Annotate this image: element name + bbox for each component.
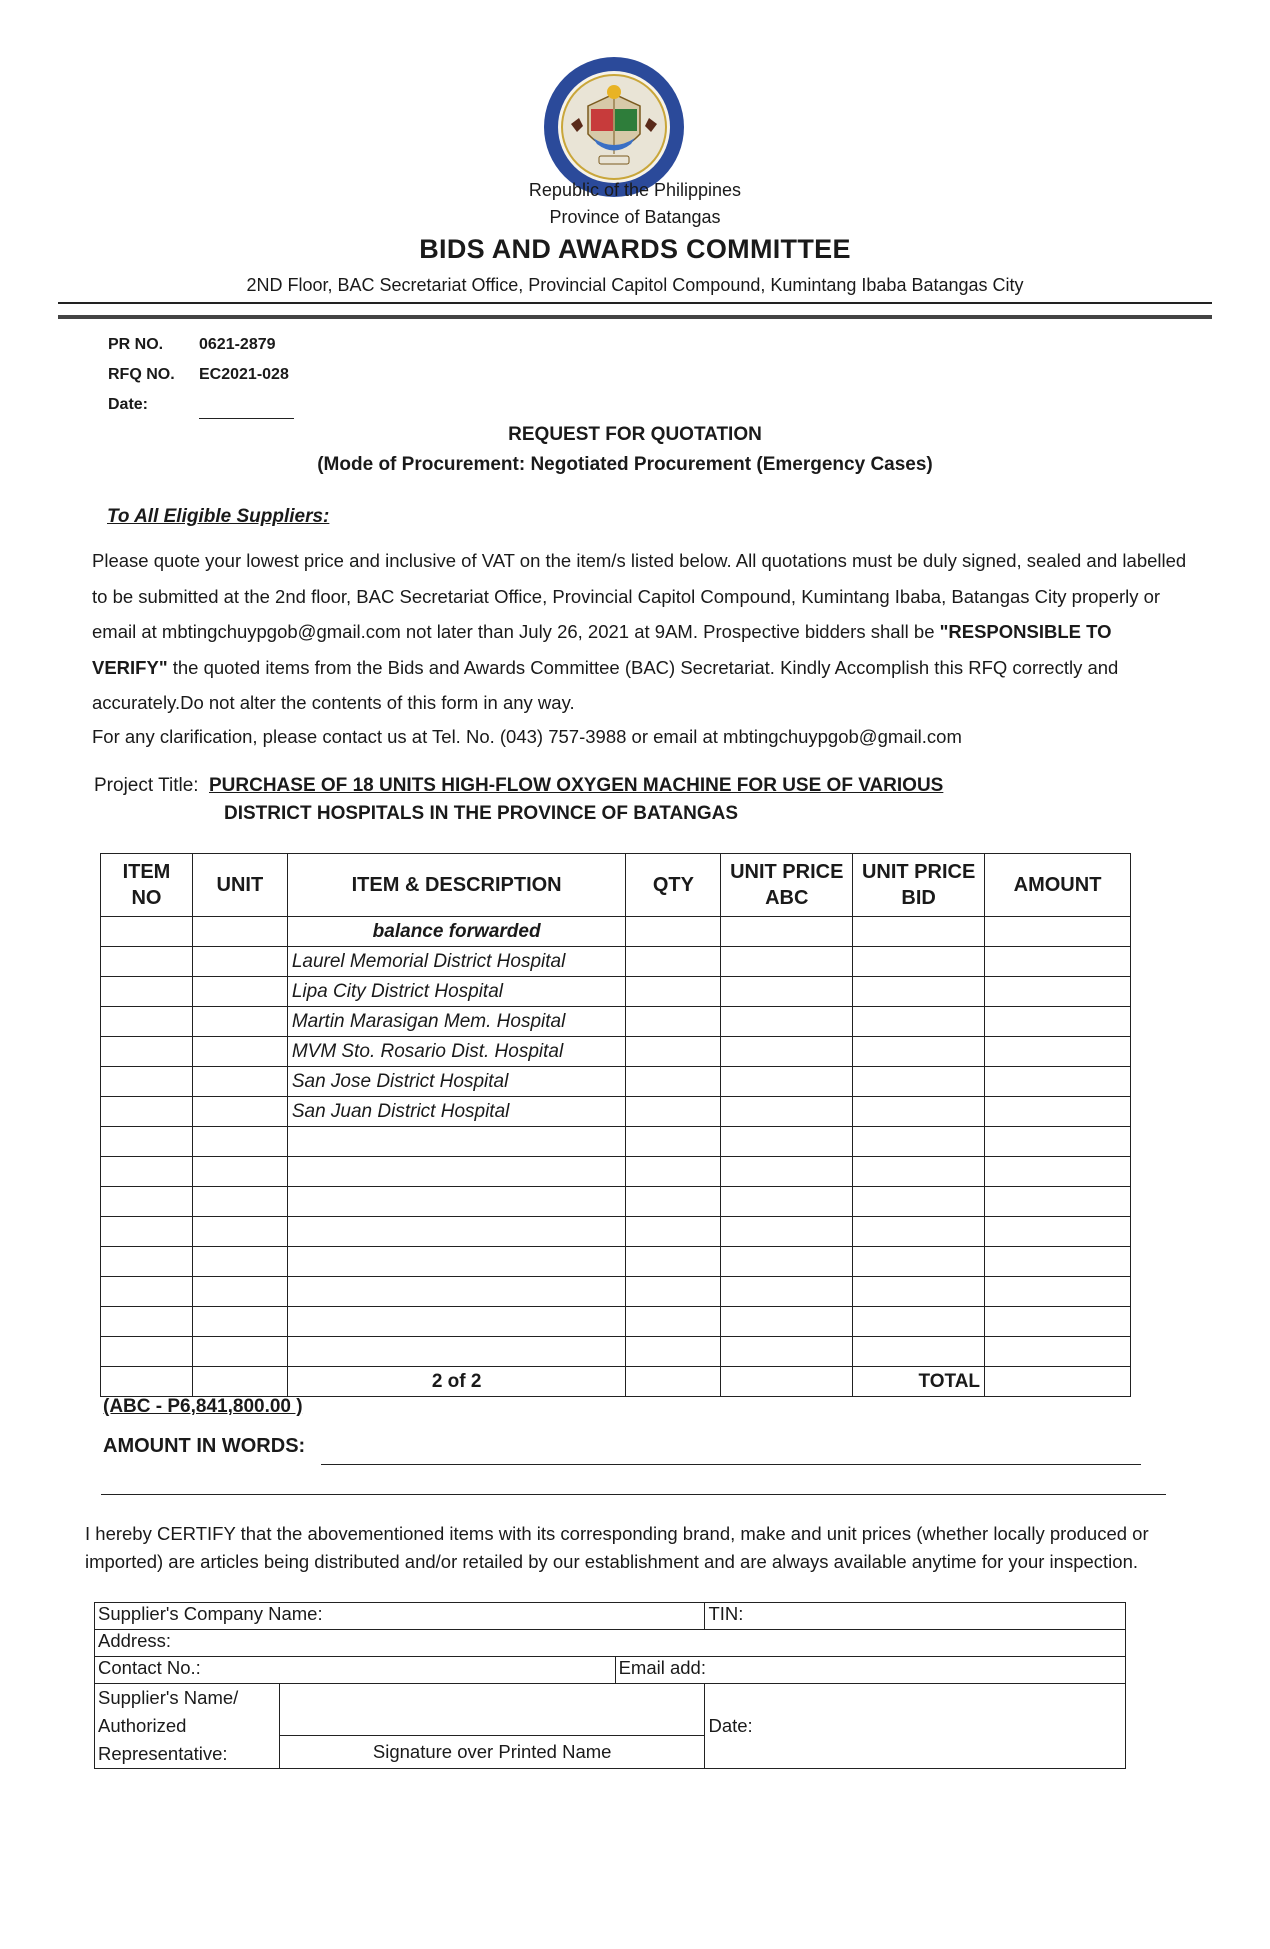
item-no-cell[interactable] <box>101 1307 193 1337</box>
item-no-cell[interactable] <box>101 1007 193 1037</box>
unit-price-bid-cell[interactable] <box>853 977 985 1007</box>
amount-in-words-label: AMOUNT IN WORDS: <box>103 1435 306 1457</box>
unit-cell[interactable] <box>192 1187 287 1217</box>
amount-cell[interactable] <box>985 1337 1131 1367</box>
signature-date-label: Date: <box>708 1715 753 1736</box>
amount-cell[interactable] <box>985 1067 1131 1097</box>
representative-label-cell <box>95 1684 280 1769</box>
unit-cell[interactable] <box>192 1277 287 1307</box>
item-description-cell <box>287 1247 626 1277</box>
amount-in-words-field[interactable] <box>321 1464 1141 1465</box>
table-row <box>101 1097 1131 1127</box>
amount-cell[interactable] <box>985 1307 1131 1337</box>
table-row <box>101 917 1131 947</box>
unit-price-bid-cell[interactable] <box>853 1067 985 1097</box>
signature-caption: Signature over Printed Name <box>279 1736 705 1769</box>
provincial-seal-logo <box>541 54 687 200</box>
unit-price-abc-cell[interactable] <box>721 1307 853 1337</box>
unit-price-abc-cell[interactable] <box>721 917 853 947</box>
unit-price-bid-cell[interactable] <box>853 1127 985 1157</box>
unit-price-bid-cell[interactable] <box>853 1007 985 1037</box>
unit-price-abc-cell[interactable] <box>721 1277 853 1307</box>
supplier-row <box>95 1684 1126 1736</box>
rfq-title: REQUEST FOR QUOTATION <box>508 424 762 445</box>
unit-price-bid-cell[interactable] <box>853 1307 985 1337</box>
contact-no-field[interactable] <box>95 1657 616 1684</box>
amount-cell[interactable] <box>985 1007 1131 1037</box>
col-unit-price-bid: UNIT PRICE BID <box>853 854 985 917</box>
table-row <box>101 977 1131 1007</box>
amount-cell[interactable] <box>985 917 1131 947</box>
item-no-cell[interactable] <box>101 1277 193 1307</box>
item-no-cell[interactable] <box>101 1157 193 1187</box>
qty-cell[interactable] <box>626 1277 721 1307</box>
qty-cell[interactable] <box>626 1187 721 1217</box>
col-qty: QTY <box>626 854 721 917</box>
qty-cell[interactable] <box>626 917 721 947</box>
item-no-cell[interactable] <box>101 1187 193 1217</box>
unit-cell[interactable] <box>192 1247 287 1277</box>
header-divider-thin <box>58 302 1212 304</box>
col-unit: UNIT <box>192 854 287 917</box>
pr-no-value: 0621-2879 <box>199 336 276 353</box>
item-description-cell <box>287 1187 626 1217</box>
table-row <box>101 1067 1131 1097</box>
instructions-text-b: the quoted items from the Bids and Awards Committee (BAC) Secretariat. Kindly Accomplish this RFQ correctly and accurately.Do not alter the contents of this form in any way. <box>92 656 1119 713</box>
table-row <box>101 1217 1131 1247</box>
table-row <box>101 1307 1131 1337</box>
qty-cell[interactable] <box>626 1127 721 1157</box>
footer-cell <box>192 1367 287 1397</box>
committee-title: BIDS AND AWARDS COMMITTEE <box>419 234 851 264</box>
supplier-row <box>95 1630 1126 1657</box>
item-description-cell: Martin Marasigan Mem. Hospital <box>287 1007 626 1037</box>
balance-forwarded-cell: balance forwarded <box>287 917 626 947</box>
unit-price-abc-cell[interactable] <box>721 1037 853 1067</box>
amount-cell[interactable] <box>985 947 1131 977</box>
company-name-label: Supplier's Company Name: <box>98 1603 323 1624</box>
unit-price-abc-cell[interactable] <box>721 947 853 977</box>
total-label: TOTAL <box>853 1367 985 1397</box>
unit-cell[interactable] <box>192 1037 287 1067</box>
amount-in-words-field-2[interactable] <box>101 1494 1166 1495</box>
date-label: Date: <box>108 396 149 413</box>
item-no-cell[interactable] <box>101 1217 193 1247</box>
header-divider-thick <box>58 315 1212 319</box>
unit-cell[interactable] <box>192 1217 287 1247</box>
item-description-cell: San Jose District Hospital <box>287 1067 626 1097</box>
item-no-cell[interactable] <box>101 1247 193 1277</box>
item-description-cell <box>287 1337 626 1367</box>
province-line: Province of Batangas <box>549 207 721 227</box>
footer-cell <box>721 1367 853 1397</box>
item-description-cell <box>287 1157 626 1187</box>
unit-cell[interactable] <box>192 947 287 977</box>
item-description-cell <box>287 1307 626 1337</box>
item-description-cell: MVM Sto. Rosario Dist. Hospital <box>287 1037 626 1067</box>
table-row <box>101 947 1131 977</box>
office-address: 2ND Floor, BAC Secretariat Office, Provincial Capitol Compound, Kumintang Ibaba Batangas City <box>246 275 1024 295</box>
company-name-field[interactable] <box>95 1603 705 1630</box>
qty-cell[interactable] <box>626 1307 721 1337</box>
footer-cell <box>626 1367 721 1397</box>
item-no-cell[interactable] <box>101 1037 193 1067</box>
address-label: Address: <box>98 1630 172 1651</box>
table-header-row <box>101 854 1131 917</box>
amount-cell[interactable] <box>985 1127 1131 1157</box>
item-no-cell[interactable] <box>101 947 193 977</box>
item-description-cell <box>287 1217 626 1247</box>
unit-price-abc-cell[interactable] <box>721 1187 853 1217</box>
certification-statement: I hereby CERTIFY that the abovementioned items with its corresponding brand, make and unit prices (whether locally produced or imported) are articles being distributed and/or retailed by our establishment and are always available anytime for your inspection. <box>85 1523 1149 1572</box>
item-description-cell: Laurel Memorial District Hospital <box>287 947 626 977</box>
signature-field[interactable] <box>279 1684 705 1736</box>
amount-cell[interactable] <box>985 977 1131 1007</box>
unit-price-abc-cell[interactable] <box>721 1097 853 1127</box>
amount-cell[interactable] <box>985 1097 1131 1127</box>
project-title-line2: DISTRICT HOSPITALS IN THE PROVINCE OF BATANGAS <box>224 803 739 824</box>
supplier-info-table <box>94 1602 1126 1769</box>
contact-no-label: Contact No.: <box>98 1657 201 1678</box>
col-item-description: ITEM & DESCRIPTION <box>287 854 626 917</box>
supplier-row <box>95 1603 1126 1630</box>
item-no-cell[interactable] <box>101 1067 193 1097</box>
qty-cell[interactable] <box>626 1217 721 1247</box>
unit-price-abc-cell[interactable] <box>721 1217 853 1247</box>
unit-price-abc-cell[interactable] <box>721 1157 853 1187</box>
item-description-cell <box>287 1127 626 1157</box>
unit-price-abc-cell[interactable] <box>721 1247 853 1277</box>
rfq-no-label: RFQ NO. <box>108 366 175 383</box>
signature-date-field[interactable] <box>705 1684 1126 1769</box>
item-no-cell[interactable] <box>101 1097 193 1127</box>
qty-cell[interactable] <box>626 947 721 977</box>
amount-cell[interactable] <box>985 1247 1131 1277</box>
item-description-cell: San Juan District Hospital <box>287 1097 626 1127</box>
representative-label-line1: Supplier's Name/ <box>98 1687 239 1708</box>
amount-cell[interactable] <box>985 1187 1131 1217</box>
unit-cell[interactable] <box>192 1157 287 1187</box>
unit-price-bid-cell[interactable] <box>853 947 985 977</box>
clarification-note: For any clarification, please contact us at Tel. No. (043) 757-3988 or email at mbtingchuypgob@gmail.com <box>92 726 962 747</box>
qty-cell[interactable] <box>626 1007 721 1037</box>
date-field[interactable] <box>199 418 294 419</box>
unit-cell[interactable] <box>192 1067 287 1097</box>
item-description-cell: Lipa City District Hospital <box>287 977 626 1007</box>
unit-price-abc-cell[interactable] <box>721 1007 853 1037</box>
address-field[interactable] <box>95 1630 1126 1657</box>
unit-price-bid-cell[interactable] <box>853 1187 985 1217</box>
item-description-cell <box>287 1277 626 1307</box>
tin-field[interactable] <box>705 1603 1126 1630</box>
project-title-line1: PURCHASE OF 18 UNITS HIGH-FLOW OXYGEN MACHINE FOR USE OF VARIOUS <box>209 775 944 796</box>
instructions-paragraph <box>92 543 1192 721</box>
table-row <box>101 1007 1131 1037</box>
table-row <box>101 1247 1131 1277</box>
unit-price-bid-cell[interactable] <box>853 1217 985 1247</box>
unit-price-abc-cell[interactable] <box>721 977 853 1007</box>
table-row <box>101 1127 1131 1157</box>
pr-no-label: PR NO. <box>108 336 164 353</box>
table-row <box>101 1337 1131 1367</box>
instructions-text-a: Please quote your lowest price and inclusive of VAT on the item/s listed below. All quotations must be duly signed, sealed and labelled to be submitted at the 2nd floor, BAC Secretariat Office, Provincial Capitol Compound, Kumintang Ibaba, Batangas City properly or email at mbtingchuypgob@gmail.com not later than July 26, 2021 at 9AM. Prospective bidders shall be <box>92 550 1187 642</box>
col-unit-price-abc: UNIT PRICE ABC <box>721 854 853 917</box>
page-number: 2 of 2 <box>287 1367 626 1397</box>
total-amount-cell[interactable] <box>985 1367 1131 1397</box>
qty-cell[interactable] <box>626 1037 721 1067</box>
rfq-no-value: EC2021-028 <box>199 366 289 383</box>
unit-price-abc-cell[interactable] <box>721 1067 853 1097</box>
qty-cell[interactable] <box>626 1157 721 1187</box>
unit-price-abc-cell[interactable] <box>721 1127 853 1157</box>
abc-amount: (ABC - P6,841,800.00 ) <box>103 1396 303 1417</box>
table-row <box>101 1187 1131 1217</box>
qty-cell[interactable] <box>626 977 721 1007</box>
tin-label: TIN: <box>708 1603 744 1624</box>
unit-price-bid-cell[interactable] <box>853 1157 985 1187</box>
unit-cell[interactable] <box>192 917 287 947</box>
qty-cell[interactable] <box>626 1097 721 1127</box>
unit-cell[interactable] <box>192 977 287 1007</box>
amount-cell[interactable] <box>985 1037 1131 1067</box>
unit-cell[interactable] <box>192 1337 287 1367</box>
unit-cell[interactable] <box>192 1307 287 1337</box>
table-row <box>101 1037 1131 1067</box>
unit-price-bid-cell[interactable] <box>853 1247 985 1277</box>
items-table <box>100 853 1131 1397</box>
footer-cell <box>101 1367 193 1397</box>
unit-price-abc-cell[interactable] <box>721 1337 853 1367</box>
table-row <box>101 1277 1131 1307</box>
instructions-emphasis: "RESPONSIBLE TO VERIFY" <box>92 621 1112 678</box>
unit-price-bid-cell[interactable] <box>853 1097 985 1127</box>
col-item-no: ITEM NO <box>101 854 193 917</box>
table-footer-row <box>101 1367 1131 1397</box>
salutation: To All Eligible Suppliers: <box>107 506 330 527</box>
amount-cell[interactable] <box>985 1157 1131 1187</box>
unit-price-bid-cell[interactable] <box>853 1277 985 1307</box>
qty-cell[interactable] <box>626 1337 721 1367</box>
procurement-mode: (Mode of Procurement: Negotiated Procurement (Emergency Cases) <box>317 454 933 475</box>
table-row <box>101 1157 1131 1187</box>
item-no-cell[interactable] <box>101 1127 193 1157</box>
item-no-cell[interactable] <box>101 977 193 1007</box>
unit-cell[interactable] <box>192 1097 287 1127</box>
qty-cell[interactable] <box>626 1247 721 1277</box>
amount-cell[interactable] <box>985 1277 1131 1307</box>
item-no-cell[interactable] <box>101 1337 193 1367</box>
item-no-cell[interactable] <box>101 917 193 947</box>
representative-label-line3: Representative: <box>98 1743 228 1764</box>
republic-line: Republic of the Philippines <box>528 180 742 200</box>
representative-label-line2: Authorized <box>98 1715 187 1736</box>
col-amount: AMOUNT <box>985 854 1131 917</box>
unit-cell[interactable] <box>192 1127 287 1157</box>
unit-cell[interactable] <box>192 1007 287 1037</box>
email-label: Email add: <box>618 1657 706 1678</box>
supplier-row <box>95 1657 1126 1684</box>
unit-price-bid-cell[interactable] <box>853 1037 985 1067</box>
email-field[interactable] <box>615 1657 1125 1684</box>
qty-cell[interactable] <box>626 1067 721 1097</box>
unit-price-bid-cell[interactable] <box>853 917 985 947</box>
unit-price-bid-cell[interactable] <box>853 1337 985 1367</box>
project-title-label: Project Title: <box>94 775 199 796</box>
amount-cell[interactable] <box>985 1217 1131 1247</box>
